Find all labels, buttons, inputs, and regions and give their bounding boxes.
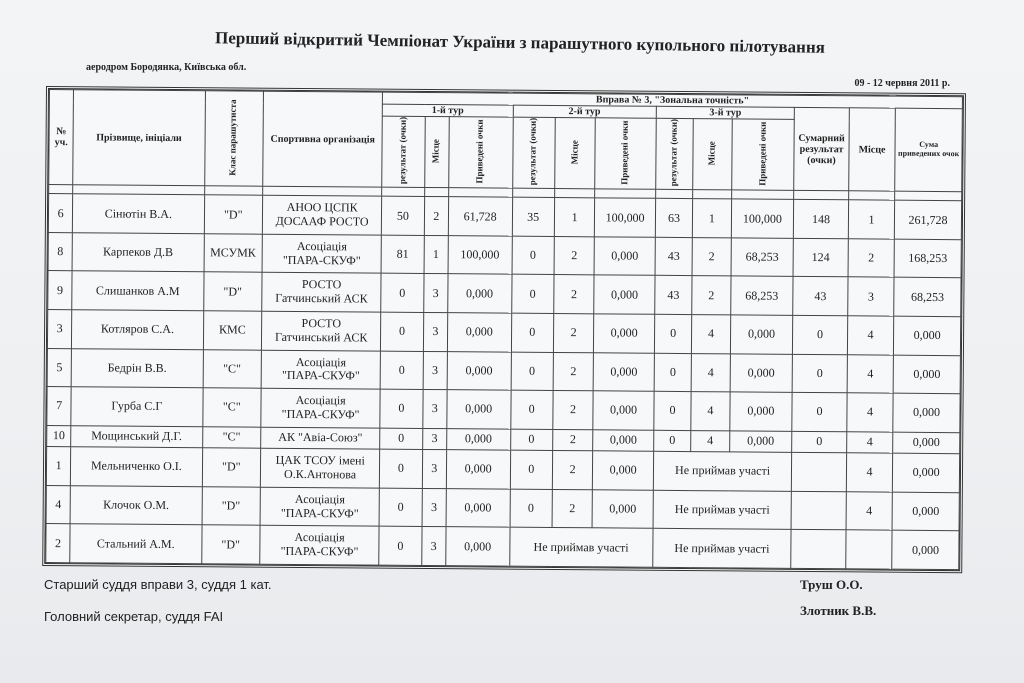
table-row [46, 524, 959, 570]
r3-place-header: Місце [693, 119, 732, 191]
participant-class: "D" [201, 525, 260, 564]
sum-points-header: Сума приведених очок [895, 108, 962, 192]
round1-result: 81 [381, 235, 424, 274]
round2-points: 100,000 [595, 198, 656, 237]
r2-place-header: Місце [555, 118, 596, 190]
participant-org [260, 526, 379, 566]
final-place: 4 [846, 453, 893, 492]
round2-place: 2 [552, 451, 593, 490]
round3-points: 68,253 [731, 238, 794, 277]
r1-result-header: результат (очки) [382, 116, 425, 188]
round1-points: 0,000 [448, 274, 512, 313]
round1-result: 0 [380, 351, 423, 390]
participant-name: Гурба С.Г [71, 387, 203, 427]
participant-class: "D" [204, 195, 263, 234]
round1-points: 0,000 [446, 450, 510, 489]
round3-points: 100,000 [731, 199, 794, 238]
round1-place: 3 [422, 428, 446, 450]
round3-points: 68,253 [730, 276, 793, 315]
participant-org [260, 448, 379, 487]
round1-result: 0 [380, 389, 423, 428]
round3-not-participated: Не приймав участі [653, 529, 792, 569]
sum-result: 0 [792, 354, 847, 393]
round1-place: 3 [421, 527, 446, 566]
sum-result: 0 [793, 315, 848, 354]
final-place-header: Місце [848, 108, 895, 192]
round1-place: 1 [424, 235, 449, 274]
round3-place: 2 [692, 237, 731, 276]
round1-result: 0 [381, 274, 424, 313]
participant-class: "C" [203, 349, 262, 388]
exercise-header: Вправа № 3, "Зональна точність" [383, 92, 963, 109]
round2-place: 2 [553, 352, 594, 391]
secretary-label: Головний секретар, суддя FAI [44, 609, 224, 624]
participant-name: Слишанков А.М [72, 271, 204, 311]
org-line-1: АНОО ЦСПК [286, 200, 358, 215]
round2-place: 1 [554, 198, 595, 237]
round2-points: 0,000 [594, 314, 655, 353]
round2-result: 0 [510, 489, 553, 528]
venue-line: аеродром Бородянка, Київська обл. [86, 62, 247, 73]
participant-number: 6 [48, 194, 73, 233]
participant-class: КМС [203, 311, 262, 350]
org-line-2: "ПАРА-СКУФ" [280, 505, 359, 521]
round2-points: 0,000 [592, 490, 653, 529]
round1-result: 0 [381, 312, 424, 351]
results-table [45, 89, 963, 570]
round2-points: 0,000 [593, 451, 654, 490]
final-place: 4 [847, 316, 894, 355]
round3-points: 0,000 [729, 392, 792, 431]
round1-place: 3 [422, 390, 447, 429]
round2-points: 0,000 [593, 352, 654, 391]
participant-name: Котляров С.А. [72, 310, 204, 350]
final-place: 4 [847, 354, 894, 393]
round2-place: 2 [553, 429, 594, 451]
col-class-header: Клас парашутиста [204, 91, 263, 187]
org-line-2: ДОСААФ РОСТО [275, 213, 369, 229]
sum-result [791, 530, 846, 569]
participant-number: 3 [47, 310, 72, 349]
sum-result: 0 [792, 431, 847, 453]
round3-result: 0 [654, 353, 692, 392]
round3-place: 1 [693, 199, 732, 238]
round2-result: 35 [512, 198, 555, 237]
round2-place: 2 [553, 313, 594, 352]
r3-points-header: Приведені очки [731, 119, 794, 191]
round2-result: 0 [511, 352, 554, 391]
sum-result: 148 [794, 200, 849, 239]
participant-org [262, 196, 381, 235]
sum-result: 43 [793, 277, 848, 316]
participant-name: Клочок О.М. [70, 485, 202, 525]
round3-not-participated: Не приймав участі [653, 452, 792, 492]
round2-result: 0 [512, 236, 555, 275]
participant-name: Сінютін В.А. [73, 194, 205, 234]
round1-points: 0,000 [446, 488, 510, 527]
round3-result: 43 [655, 237, 693, 276]
sum-points: 0,000 [893, 453, 960, 492]
r3-result-header: результат (очки) [656, 118, 694, 190]
participant-name: Стальний А.М. [70, 524, 202, 564]
round3-header: 3-й тур [656, 106, 794, 119]
col-num-header: № уч. [49, 90, 74, 186]
round3-place: 4 [691, 353, 730, 392]
org-line-2: "ПАРА-СКУФ" [282, 252, 361, 268]
round2-place: 2 [554, 275, 595, 314]
round1-result: 0 [380, 449, 423, 488]
participant-number: 10 [47, 425, 71, 447]
sum-result [792, 453, 847, 492]
participant-class: МСУМК [204, 234, 263, 273]
round1-place: 3 [422, 488, 447, 527]
participant-number: 8 [48, 232, 73, 271]
results-table-frame [42, 86, 966, 573]
r2-result-header: результат (очки) [512, 117, 555, 189]
participant-class: "D" [202, 487, 261, 526]
sum-points: 68,253 [894, 278, 961, 317]
round2-points: 0,000 [594, 275, 655, 314]
final-place: 4 [847, 393, 894, 432]
round1-points: 0,000 [447, 351, 511, 390]
round3-place: 2 [692, 276, 731, 315]
org-line-2: "ПАРА-СКУФ" [281, 368, 360, 383]
org-line-2: Гатчинський АСК [275, 291, 368, 306]
round1-place: 3 [423, 351, 448, 390]
round2-points: 0,000 [593, 391, 654, 430]
final-place: 2 [848, 239, 895, 278]
org-line-1: РОСТО [301, 315, 342, 331]
org-line-1: Асоціація [296, 238, 347, 254]
sum-points: 0,000 [894, 316, 961, 355]
sum-points: 0,000 [892, 530, 959, 569]
sum-result: 124 [793, 238, 848, 277]
sum-result: 0 [792, 392, 847, 431]
round3-result: 0 [654, 314, 692, 353]
round2-result: 0 [511, 313, 554, 352]
participant-org [260, 487, 379, 526]
round1-points: 100,000 [448, 236, 512, 275]
round2-header: 2-й тур [513, 105, 656, 118]
round1-result: 0 [380, 428, 423, 450]
participant-class: "C" [202, 388, 261, 427]
final-place: 4 [846, 431, 893, 453]
round1-place: 3 [422, 450, 447, 489]
participant-org [262, 273, 381, 312]
org-line-1: Асоціація [294, 491, 346, 507]
org-line-2: "ПАРА-СКУФ" [280, 544, 359, 559]
round2-place: 2 [552, 489, 593, 528]
round1-points: 0,000 [447, 390, 511, 429]
round3-not-participated: Не приймав участі [653, 490, 792, 530]
round1-points: 0,000 [447, 428, 511, 450]
round3-points: 0,000 [729, 431, 792, 453]
round1-place: 2 [424, 197, 449, 236]
participant-org [261, 350, 380, 389]
round3-place: 4 [692, 315, 731, 354]
round3-place: 4 [691, 392, 730, 431]
final-place: 3 [848, 277, 895, 316]
participant-class: "D" [202, 448, 261, 487]
participant-org [261, 427, 380, 450]
org-line-1: Асоціація [294, 530, 345, 545]
participant-org [262, 234, 381, 273]
round1-result: 0 [379, 488, 422, 527]
sum-points: 0,000 [893, 393, 960, 432]
org-line-1: Асоціація [295, 354, 347, 369]
sum-points: 0,000 [892, 492, 959, 531]
round3-result: 0 [654, 391, 692, 430]
round1-place: 3 [423, 312, 448, 351]
org-line-2: О.К.Антонова [284, 466, 357, 482]
round3-points: 0,000 [730, 353, 793, 392]
participant-number: 9 [48, 271, 73, 310]
final-place [846, 530, 893, 569]
org-line-2: Гатчинський АСК [274, 329, 368, 345]
judge-name: Труш О.О. [800, 577, 863, 592]
participant-class: "D" [203, 272, 262, 311]
participant-class: "C" [202, 426, 261, 448]
participant-number: 4 [46, 485, 71, 524]
participant-name: Мельниченко О.І. [71, 447, 203, 487]
org-line-1: Асоціація [295, 393, 346, 408]
org-line-1: ЦАК ТСОУ імені [275, 453, 365, 468]
round2-points: 0,000 [594, 237, 655, 276]
r1-points-header: Приведені очки [449, 117, 513, 189]
round2-result: 0 [510, 390, 553, 429]
round2-result: 0 [510, 450, 553, 489]
round2-result: 0 [510, 429, 553, 451]
sum-result-header: Сумарний результат (очки) [794, 107, 849, 191]
round1-place: 3 [423, 274, 448, 313]
sum-points: 168,253 [894, 239, 961, 278]
participant-number: 1 [46, 447, 71, 486]
round1-result: 0 [379, 526, 422, 565]
sum-points: 261,728 [895, 201, 962, 240]
round3-result: 43 [655, 276, 693, 315]
results-body [46, 185, 962, 570]
col-org-header: Спортивна організація [263, 91, 383, 187]
round2-result: 0 [511, 275, 554, 314]
round1-points: 0,000 [447, 313, 511, 352]
participant-org [261, 388, 380, 427]
round1-points: 0,000 [446, 527, 510, 566]
round1-points: 61,728 [448, 197, 512, 236]
date-line: 09 - 12 червня 2011 р. [854, 78, 950, 89]
participant-number: 5 [47, 348, 72, 387]
r1-place-header: Місце [424, 116, 449, 188]
round3-result: 63 [655, 199, 693, 238]
final-place: 1 [848, 200, 895, 239]
round3-result: 0 [654, 430, 692, 452]
participant-org [262, 311, 381, 350]
round2-points: 0,000 [593, 429, 654, 451]
secretary-name: Злотник В.В. [800, 603, 877, 618]
judge-label: Старший суддя вправи 3, суддя 1 кат. [44, 577, 272, 592]
sum-points: 0,000 [893, 432, 960, 454]
round2-not-participated: Не приймав участі [509, 527, 653, 567]
round1-header: 1-й тур [383, 104, 513, 117]
round3-points: 0,000 [730, 315, 793, 354]
round3-place: 4 [691, 430, 730, 452]
col-name-header: Прізвище, ініціали [73, 90, 205, 186]
document-title: Перший відкритий Чемпіонат України з парашутного купольного пілотування [214, 28, 826, 57]
participant-name: Карпеков Д.В [72, 233, 204, 273]
participant-number: 2 [46, 524, 71, 563]
org-line-1: АК "Авіа-Союз" [278, 429, 363, 445]
org-line-1: РОСТО [301, 277, 342, 292]
r2-points-header: Приведені очки [595, 118, 656, 190]
org-line-2: "ПАРА-СКУФ" [281, 406, 360, 422]
participant-name: Мощинський Д.Г. [71, 425, 202, 448]
participant-name: Бедрін В.В. [71, 348, 203, 388]
round2-place: 2 [554, 236, 595, 275]
final-place: 4 [846, 492, 893, 531]
participant-number: 7 [47, 387, 72, 426]
round2-place: 2 [553, 391, 594, 430]
sum-points: 0,000 [893, 355, 960, 394]
round1-result: 50 [382, 197, 425, 236]
sum-result [791, 491, 846, 530]
